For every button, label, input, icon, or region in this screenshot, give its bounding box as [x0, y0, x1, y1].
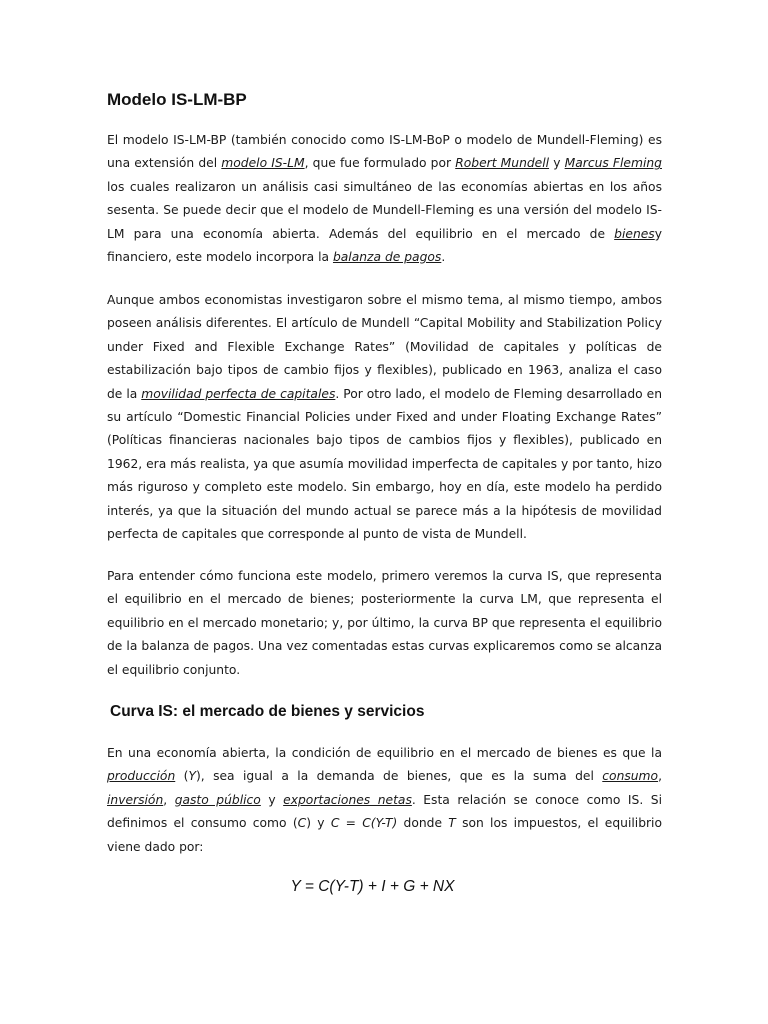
text-run: donde — [397, 816, 449, 831]
paragraph-overview — [107, 565, 662, 682]
text-run: , — [163, 792, 175, 807]
text-run: El modelo IS-LM-BP (también conocido como IS-LM-BoP o modelo de Mundell-Fleming) es una extensión del — [107, 133, 662, 171]
paragraph-curva-is — [107, 742, 662, 859]
equilibrium-equation: Y = C(Y-T) + I + G + NX — [290, 878, 455, 895]
link-movilidad-perfecta-de-capitales[interactable]: movilidad perfecta de capitales — [141, 386, 336, 401]
variable-t: T — [448, 816, 456, 831]
link-exportaciones-netas[interactable]: exportaciones netas — [283, 792, 412, 807]
text-run: . Esta relación se conoce como IS. Si definimos el consumo como ( — [107, 792, 662, 831]
text-run: ), sea igual a la demanda de bienes, que es la suma del — [195, 769, 603, 784]
paragraph-intro — [107, 129, 662, 269]
link-marcus-fleming[interactable]: Marcus Fleming — [564, 156, 662, 171]
text-run: los cuales realizaron un análisis casi simultáneo de las economías abiertas en los años sesenta. Se puede decir que el modelo de Mundell-Fleming es una versión del modelo IS-LM para una economía abierta. Además del equilibrio en el mercado de — [107, 179, 662, 241]
text-run: , que fue formulado por — [304, 156, 456, 171]
text-run: Aunque ambos economistas investigaron sobre el mismo tema, al mismo tiempo, ambos poseen análisis diferentes. El artículo de Mundell “Capital Mobility and Stabilization Policy under Fixed and Flexible Exchange Rates” (Movilidad de capitales y políticas de estabilización bajo tipos de cambio fijos y flexibles), publicado en 1963, analiza el caso de la — [107, 293, 662, 401]
text-run: . — [441, 250, 446, 265]
link-consumo[interactable]: consumo — [602, 769, 659, 784]
text-run: ) y — [306, 816, 331, 831]
link-inversion[interactable]: inversión — [107, 792, 164, 807]
text-run: En una economía abierta, la condición de equilibrio en el mercado de bienes es que la — [107, 746, 662, 760]
paragraph-authors — [107, 289, 662, 546]
text-run: y — [549, 156, 565, 171]
variable-y: Y — [188, 769, 196, 784]
text-run: y — [260, 792, 284, 807]
link-robert-mundell[interactable]: Robert Mundell — [455, 156, 550, 171]
link-gasto-publico[interactable]: gasto público — [174, 792, 261, 807]
text-run: ( — [175, 769, 189, 784]
formula-consumption: C = C(Y-T) — [330, 816, 398, 831]
link-modelo-is-lm[interactable]: modelo IS-LM — [221, 156, 305, 171]
text-run: . Por otro lado, el modelo de Fleming desarrollado en su artículo “Domestic Financial Policies under Fixed and under Floating Exchange Rates” (Políticas financieras nacionales bajo tipos de cambios fijos y flexibles), publicado en 1962, era más realista, ya que asumía movilidad imperfecta de capitales y por tanto, hizo más riguroso y completo este modelo. Sin embargo, hoy en día, este modelo ha perdido interés, ya que la situación del mundo actual se parece más a la hipótesis de movilidad perfecta de capitales que corresponde al punto de vista de Mundell. — [107, 386, 662, 542]
link-produccion[interactable]: producción — [107, 769, 176, 784]
link-balanza-de-pagos[interactable]: balanza de pagos — [332, 250, 442, 265]
link-bienes[interactable]: bienes — [614, 226, 655, 241]
section-heading-curva-is: Curva IS: el mercado de bienes y servicios — [110, 703, 425, 720]
text-run: son los impuestos, el equilibrio viene dado por: — [107, 816, 662, 854]
text-run: , — [658, 769, 662, 784]
text-run: Para entender cómo funciona este modelo, primero veremos la curva IS, que representa el equilibrio en el mercado de bienes; posteriormente la curva LM, que representa el equilibrio en el mercado monetario; y, por último, la curva BP que representa el equilibrio de la balanza de pagos. Una vez comentadas estas curvas explicaremos como se alcanza el equilibrio conjunto. — [107, 569, 662, 677]
variable-c: C — [297, 816, 307, 831]
page-title: Modelo IS-LM-BP — [107, 90, 247, 109]
text-run: y financiero, este modelo incorpora la — [107, 226, 662, 265]
